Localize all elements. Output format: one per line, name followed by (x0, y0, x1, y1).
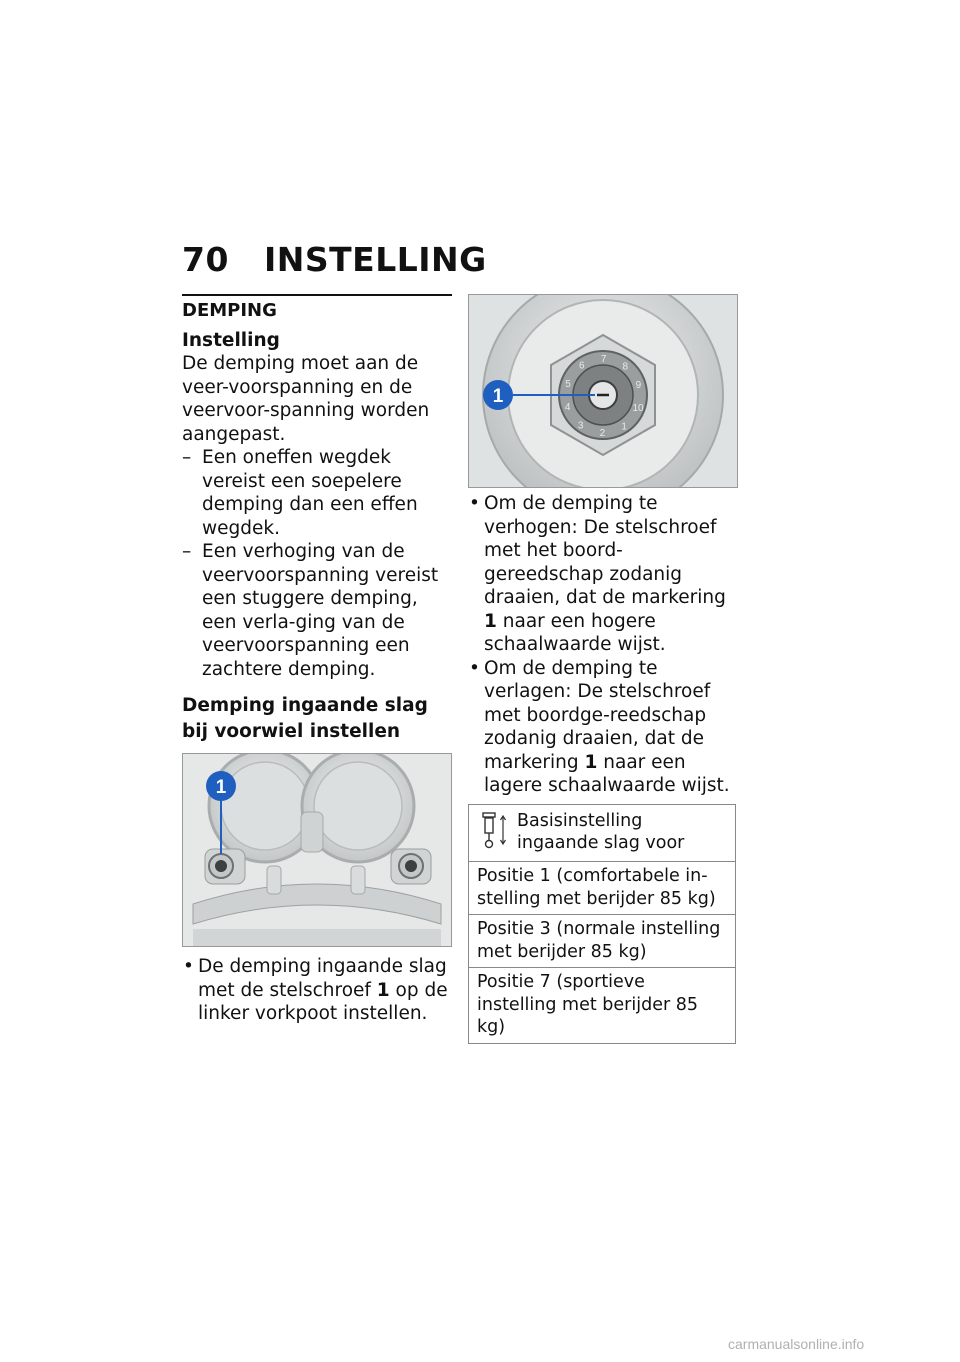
bullet-list-right (468, 492, 738, 798)
reference-number: 1 (584, 751, 598, 773)
dial-number: 6 (579, 360, 585, 372)
dial-number: 1 (621, 421, 627, 433)
bullet-text: op de linker vorkpoot instellen. (198, 979, 448, 1024)
suspension-damper-icon (477, 810, 517, 857)
left-column (182, 294, 452, 1026)
section-title: DEMPING (182, 300, 277, 321)
subhead-instelling: Instelling (182, 329, 280, 351)
dial-number: 10 (632, 403, 644, 414)
fork-adjusters-illustration (183, 754, 451, 946)
spec-table-title: Basisinstelling ingaande slag voor (517, 810, 685, 853)
reference-number: 1 (376, 979, 390, 1001)
bullet-item (468, 492, 738, 657)
dash-list (182, 446, 452, 681)
dash-item: – Een oneffen wegdek vereist een soepelere demping dan een effen wegdek. (182, 446, 452, 540)
dial-number: 4 (564, 401, 571, 413)
dial-number: 8 (622, 361, 629, 373)
bullet-text: De demping ingaande slag met de stelschroef (198, 956, 447, 1001)
bullet-item (468, 657, 738, 798)
bullet-list-left (182, 955, 452, 1026)
subhead-demping-voorwiel: Demping ingaande slag bij voorwiel instellen (182, 695, 428, 742)
right-column (468, 294, 738, 1044)
intro-paragraph: De demping moet aan de veer-voorspanning en de veervoor-spanning worden aangepast. (182, 353, 430, 445)
dial-number: 3 (577, 420, 584, 432)
section-rule (182, 294, 452, 323)
spec-table-row: Positie 1 (comfortabele in-stelling met berijder 85 kg) (469, 862, 735, 915)
reference-number: 1 (484, 610, 497, 632)
dial-number: 9 (635, 380, 642, 392)
bullet-text: Om de demping te verlagen: De stelschroef met boordge-reedschap zodanig draaien, dat de markering (484, 657, 711, 773)
page-header (182, 240, 487, 279)
dial-number: 2 (599, 428, 606, 439)
spec-table-row: Positie 7 (sportieve instelling met berijder 85 kg) (477, 972, 698, 1037)
chapter-title: INSTELLING (264, 240, 487, 279)
bullet-text: naar een hogere schaalwaarde wijst. (484, 610, 666, 655)
adjuster-dial-illustration (469, 295, 737, 487)
spec-table-row: Positie 3 (normale instelling met berijder 85 kg) (469, 915, 735, 968)
dial-number: 7 (600, 354, 607, 365)
bullet-text: Om de demping te verhogen: De stelschroef met het boord-gereedschap zodanig draaien, dat de markering (484, 493, 726, 608)
watermark: carmanualsonline.info (728, 1336, 865, 1352)
spec-table (468, 804, 736, 1044)
spec-table-header (469, 805, 735, 863)
dash-item: – Een verhoging van de veervoorspanning vereist een stuggere demping, een verla-ging van de veervoorspanning een zachtere demping. (182, 540, 452, 681)
page-number: 70 (182, 240, 229, 279)
bullet-item (182, 955, 452, 1026)
bullet-text: naar een lagere schaalwaarde wijst. (484, 751, 730, 796)
callout-label: 1 (215, 777, 227, 798)
dial-number: 5 (565, 379, 571, 390)
figure-adjuster-dial (468, 294, 738, 488)
callout-label: 1 (492, 386, 504, 407)
figure-fork-adjusters (182, 753, 452, 947)
